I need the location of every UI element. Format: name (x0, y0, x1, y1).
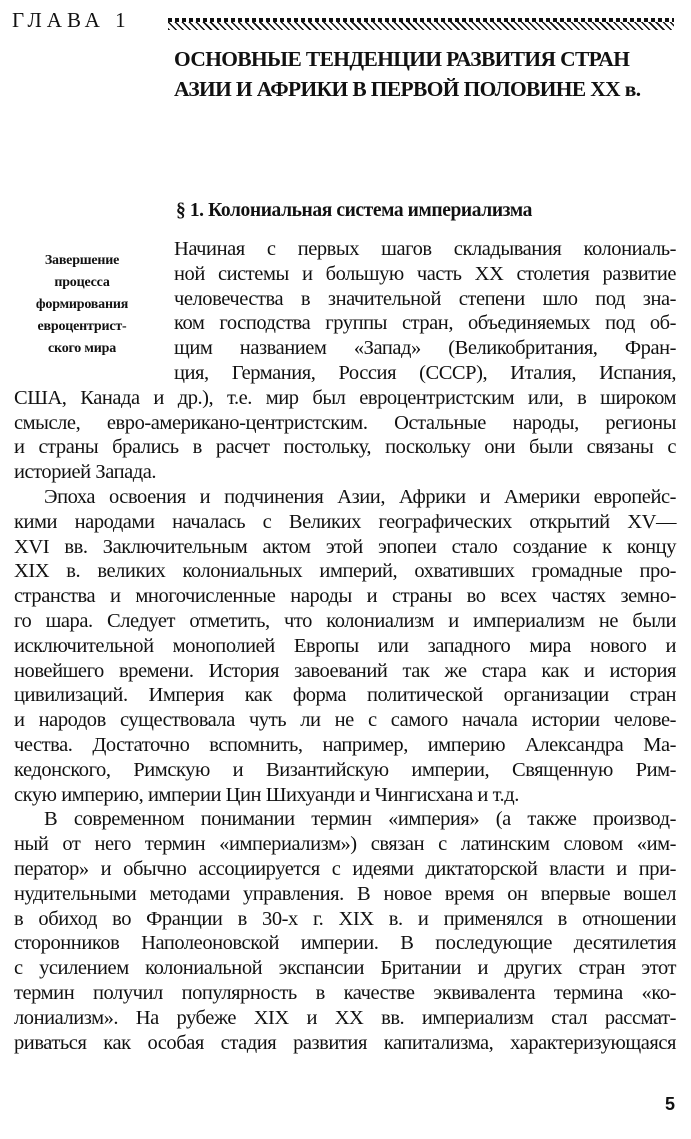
body-text-line: цивилизаций. Империя как форма политической организации стран (14, 684, 676, 707)
body-text-line: ция, Германия, Россия (СССР), Италия, Испания, (174, 362, 676, 384)
page-number: 5 (664, 1094, 675, 1114)
margin-note-line: формирования (35, 297, 129, 312)
body-text-line: щим названием «Запад» (Великобритания, Фран- (174, 337, 676, 360)
margin-note-line: ского мира (48, 341, 116, 356)
body-text-line: XVI вв. Заключительным актом этой эпопеи стало создание к концу (14, 535, 676, 558)
body-text-line: странства и многочисленные народы и страны во всех частях земно- (14, 585, 676, 608)
chapter-title-line: ОСНОВНЫЕ ТЕНДЕНЦИИ РАЗВИТИЯ СТРАН (174, 47, 630, 71)
body-text-line: го шара. Следует отметить, что колониализм и империализм не были (14, 610, 676, 632)
body-text-line: и страны брались в расчет постольку, поскольку они были связаны с (14, 436, 676, 459)
body-text-line: с усилением колониальной экспансии Британии и других стран этот (14, 957, 676, 980)
margin-note-line: Завершение (44, 253, 120, 268)
body-text-line: лониализм». На рубеже XIX и XX вв. империализм стал рассмат- (14, 1006, 676, 1029)
body-text-line: ный от него термин «империализм») связан с латинским словом «им- (14, 833, 676, 856)
section-heading: § 1. Колониальная система империализма (176, 200, 532, 221)
body-text-line: кими народами началась с Великих географических открытий XV— (14, 510, 676, 533)
chapter-title (174, 44, 686, 104)
body-text-line: США, Канада и др.), т.е. мир был евроцентристским или, в широком (14, 386, 676, 409)
body-text-line: историей Запада. (14, 461, 157, 484)
body-text-line: Начиная с первых шагов складывания колониаль- (174, 238, 676, 260)
body-text-line: и народов существовала чуть ли не с самого начала истории челове- (14, 709, 676, 732)
body-text-line: ператор» и обычно ассоциируется с идеями диктаторской власти и при- (14, 858, 676, 880)
body-text-line: смысле, евро-американо-центристским. Остальные народы, регионы (14, 411, 676, 434)
body-text-line: в обиход во Франции в 30-х г. XIX в. и применялся в отношении (14, 907, 676, 930)
body-text-line: человечества в значительной степени шло под зна- (174, 287, 676, 310)
body-text-line: чества. Достаточно вспомнить, например, империю Александра Ма- (14, 734, 676, 756)
body-text-line: кедонского, Римскую и Византийскую империи, Священную Рим- (14, 758, 676, 781)
body-text-line: ком господства группы стран, объединяемых под об- (174, 312, 676, 335)
ornament-rule (168, 18, 674, 30)
body-text-line: Эпоха освоения и подчинения Азии, Африки и Америки европейс- (44, 486, 676, 508)
body-text-line: новейшего времени. История завоеваний так же стара как и история (14, 659, 676, 682)
body-text-line: нудительными методами управления. В новое время он впервые вошел (14, 882, 676, 905)
body-text-line: В современном понимании термин «империя» (а также производ- (44, 808, 676, 831)
chapter-label: ГЛАВА 1 (12, 8, 131, 32)
body-text-line: сторонников Наполеоновской империи. В последующие десятилетия (14, 932, 676, 955)
margin-note-line: процесса (54, 275, 110, 290)
body-text-line: риваться как особая стадия развития капитализма, характеризующаяся (14, 1031, 676, 1054)
body-text-line: исключительной монополией Европы или западного мира нового и (14, 634, 676, 657)
chapter-title-line: АЗИИ И АФРИКИ В ПЕРВОЙ ПОЛОВИНЕ XX в. (174, 77, 641, 101)
margin-note-line: евроцентрист- (37, 319, 127, 334)
body-text-line: XIX в. великих колониальных империй, охвативших громадные про- (14, 560, 676, 583)
body-text-line: скую империю, империи Цин Шихуанди и Чингисхана и т.д. (14, 783, 519, 806)
body-text-line: ной системы и большую часть XX столетия развитие (174, 262, 676, 285)
margin-note (10, 250, 154, 360)
body-text-line: термин получил популярность в качестве эквивалента термина «ко- (14, 982, 676, 1004)
